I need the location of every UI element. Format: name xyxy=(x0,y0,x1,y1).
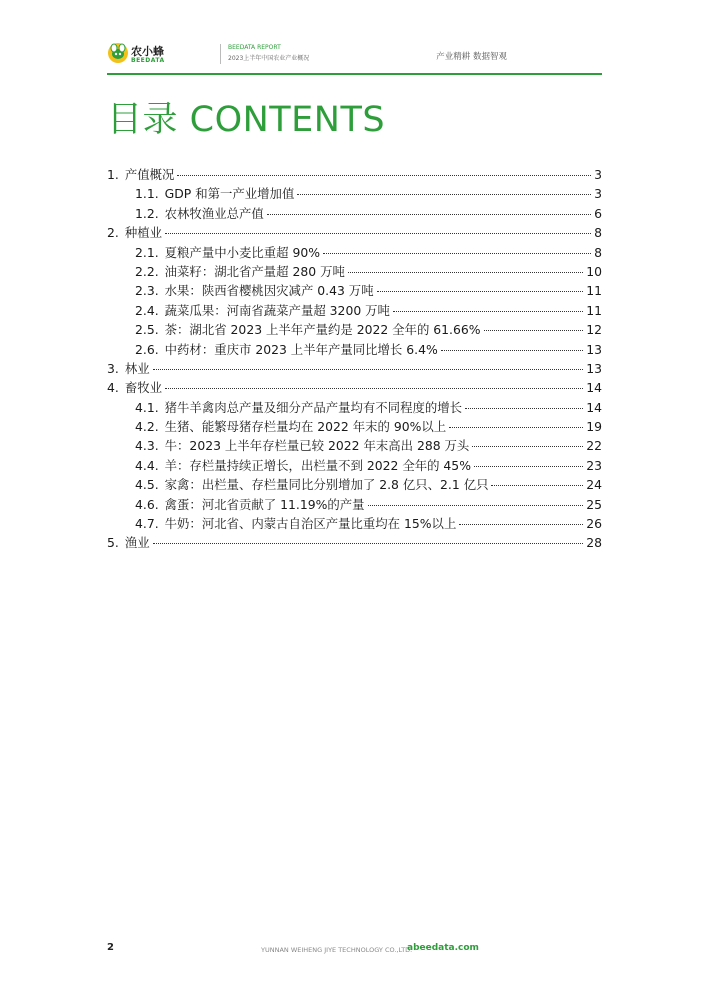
toc-entry-title: 蔬菜瓜果：河南省蔬菜产量超 3200 万吨 xyxy=(164,302,390,318)
toc-entry-page: 19 xyxy=(586,419,602,435)
bee-logo-icon xyxy=(107,42,129,64)
toc-entry[interactable] xyxy=(107,204,602,223)
toc-dot-leader xyxy=(484,330,584,331)
toc-dot-leader xyxy=(165,233,591,234)
toc-entry-page: 8 xyxy=(594,225,602,241)
toc-dot-leader xyxy=(297,194,591,195)
brand-subtitle: BEEDATA xyxy=(131,57,165,64)
toc-entry[interactable] xyxy=(107,320,602,339)
toc-entry[interactable] xyxy=(107,398,602,417)
toc-entry[interactable] xyxy=(107,340,602,359)
toc-entry-title: 茶：湖北省 2023 上半年产量约是 2022 全年的 61.66% xyxy=(164,322,481,338)
toc-entry-number: 4.3. xyxy=(135,438,159,454)
page-number: 2 xyxy=(107,942,114,953)
report-title: BEEDATA REPORT xyxy=(228,44,281,51)
toc-entry[interactable] xyxy=(107,359,602,378)
toc-entry-page: 22 xyxy=(586,438,602,454)
toc-entry-page: 28 xyxy=(586,535,602,551)
toc-entry-page: 11 xyxy=(586,302,602,318)
report-subtitle: 2023上半年中国农业产业概况 xyxy=(228,55,310,62)
toc-dot-leader xyxy=(368,505,584,506)
toc-entry-number: 4.1. xyxy=(135,399,159,415)
toc-entry-page: 14 xyxy=(586,380,602,396)
toc-entry-title: 水果：陕西省樱桃因灾减产 0.43 万吨 xyxy=(164,283,374,299)
toc-entry-title: 牛：2023 上半年存栏量已较 2022 年末高出 288 万头 xyxy=(164,438,470,454)
toc-entry-page: 3 xyxy=(594,186,602,202)
toc-entry-number: 2.4. xyxy=(135,302,159,318)
toc-entry-title: 禽蛋：河北省贡献了 11.19%的产量 xyxy=(164,496,365,512)
header-rule xyxy=(107,73,602,75)
toc-entry-number: 2.3. xyxy=(135,283,159,299)
toc-dot-leader xyxy=(177,175,591,176)
toc-entry[interactable] xyxy=(107,456,602,475)
toc-entry-page: 13 xyxy=(586,360,602,376)
page-title: 目录 CONTENTS xyxy=(107,100,386,140)
toc-dot-leader xyxy=(323,253,591,254)
toc-dot-leader xyxy=(165,388,583,389)
brand-logo xyxy=(107,40,217,70)
toc-entry-page: 26 xyxy=(586,516,602,532)
toc-entry-number: 4.4. xyxy=(135,457,159,473)
toc-entry-title: 渔业 xyxy=(124,535,150,551)
toc-dot-leader xyxy=(449,427,583,428)
toc-entry-page: 10 xyxy=(586,263,602,279)
toc-entry[interactable] xyxy=(107,184,602,203)
toc-entry-number: 4.7. xyxy=(135,516,159,532)
toc-entry-title: 产值概况 xyxy=(124,167,175,182)
toc-entry-title: 猪牛羊禽肉总产量及细分产品产量均有不同程度的增长 xyxy=(164,399,463,415)
toc-entry[interactable] xyxy=(107,243,602,262)
toc-entry-title: 林业 xyxy=(124,360,150,376)
toc-entry-number: 5. xyxy=(107,535,119,551)
toc-entry-title: 农林牧渔业总产值 xyxy=(164,205,264,221)
toc-entry-title: 种植业 xyxy=(124,225,162,241)
toc-entry[interactable] xyxy=(107,436,602,455)
toc-entry-page: 14 xyxy=(586,399,602,415)
toc-dot-leader xyxy=(377,291,584,292)
toc-dot-leader xyxy=(472,446,583,447)
toc-entry[interactable] xyxy=(107,223,602,242)
toc-entry-number: 1.1. xyxy=(135,186,159,202)
table-of-contents xyxy=(107,165,602,553)
toc-dot-leader xyxy=(441,350,583,351)
header-divider xyxy=(220,44,221,64)
toc-entry[interactable] xyxy=(107,417,602,436)
toc-entry-number: 2. xyxy=(107,225,119,241)
toc-entry-number: 2.2. xyxy=(135,263,159,279)
toc-entry-page: 25 xyxy=(586,496,602,512)
toc-entry-number: 2.5. xyxy=(135,322,159,338)
toc-entry-page: 3 xyxy=(594,167,602,182)
toc-entry[interactable] xyxy=(107,301,602,320)
toc-dot-leader xyxy=(153,369,584,370)
toc-entry-number: 2.1. xyxy=(135,244,159,260)
brand-name: 农小蜂 xyxy=(131,45,164,58)
toc-entry-page: 23 xyxy=(586,457,602,473)
toc-entry[interactable] xyxy=(107,533,602,552)
toc-entry-page: 12 xyxy=(586,322,602,338)
toc-dot-leader xyxy=(459,524,583,525)
toc-entry-title: 中药材：重庆市 2023 上半年产量同比增长 6.4% xyxy=(164,341,438,357)
toc-entry-page: 24 xyxy=(586,477,602,493)
toc-entry-title: 家禽：出栏量、存栏量同比分别增加了 2.8 亿只、2.1 亿只 xyxy=(164,477,489,493)
toc-entry-number: 1. xyxy=(107,167,119,182)
toc-entry-title: GDP 和第一产业增加值 xyxy=(164,186,295,202)
header-slogan: 产业精耕 数据智观 xyxy=(436,52,507,62)
toc-entry-number: 4.5. xyxy=(135,477,159,493)
toc-entry-title: 油菜籽：湖北省产量超 280 万吨 xyxy=(164,263,345,279)
toc-entry-title: 羊：存栏量持续正增长，出栏量不到 2022 全年的 45% xyxy=(164,457,471,473)
toc-entry-number: 1.2. xyxy=(135,205,159,221)
page-header xyxy=(107,38,602,74)
toc-entry-title: 牛奶：河北省、内蒙古自治区产量比重均在 15%以上 xyxy=(164,516,457,532)
toc-dot-leader xyxy=(267,214,591,215)
toc-entry[interactable] xyxy=(107,262,602,281)
toc-entry-page: 13 xyxy=(586,341,602,357)
toc-entry-number: 2.6. xyxy=(135,341,159,357)
toc-entry[interactable] xyxy=(107,475,602,494)
toc-dot-leader xyxy=(474,466,583,467)
toc-entry-page: 8 xyxy=(594,244,602,260)
toc-dot-leader xyxy=(348,272,583,273)
toc-entry-title: 生猪、能繁母猪存栏量均在 2022 年末的 90%以上 xyxy=(164,419,447,435)
toc-entry-number: 4.6. xyxy=(135,496,159,512)
toc-dot-leader xyxy=(491,485,583,486)
toc-entry-number: 4. xyxy=(107,380,119,396)
toc-dot-leader xyxy=(393,311,583,312)
toc-entry-title: 夏粮产量中小麦比重超 90% xyxy=(164,244,321,260)
toc-entry[interactable] xyxy=(107,378,602,397)
toc-dot-leader xyxy=(465,408,583,409)
toc-dot-leader xyxy=(153,543,584,544)
toc-entry-number: 3. xyxy=(107,360,119,376)
toc-entry-title: 畜牧业 xyxy=(124,380,162,396)
toc-entry[interactable] xyxy=(107,495,602,514)
toc-entry[interactable] xyxy=(107,281,602,300)
toc-entry-page: 6 xyxy=(594,205,602,221)
footer-website-link[interactable]: abeedata.com xyxy=(407,943,479,953)
footer-company: YUNNAN WEIHENG JIYE TECHNOLOGY CO.,LTD. xyxy=(261,946,413,954)
toc-entry-page: 11 xyxy=(586,283,602,299)
toc-entry[interactable] xyxy=(107,165,602,184)
toc-entry-number: 4.2. xyxy=(135,419,159,435)
toc-entry[interactable] xyxy=(107,514,602,533)
